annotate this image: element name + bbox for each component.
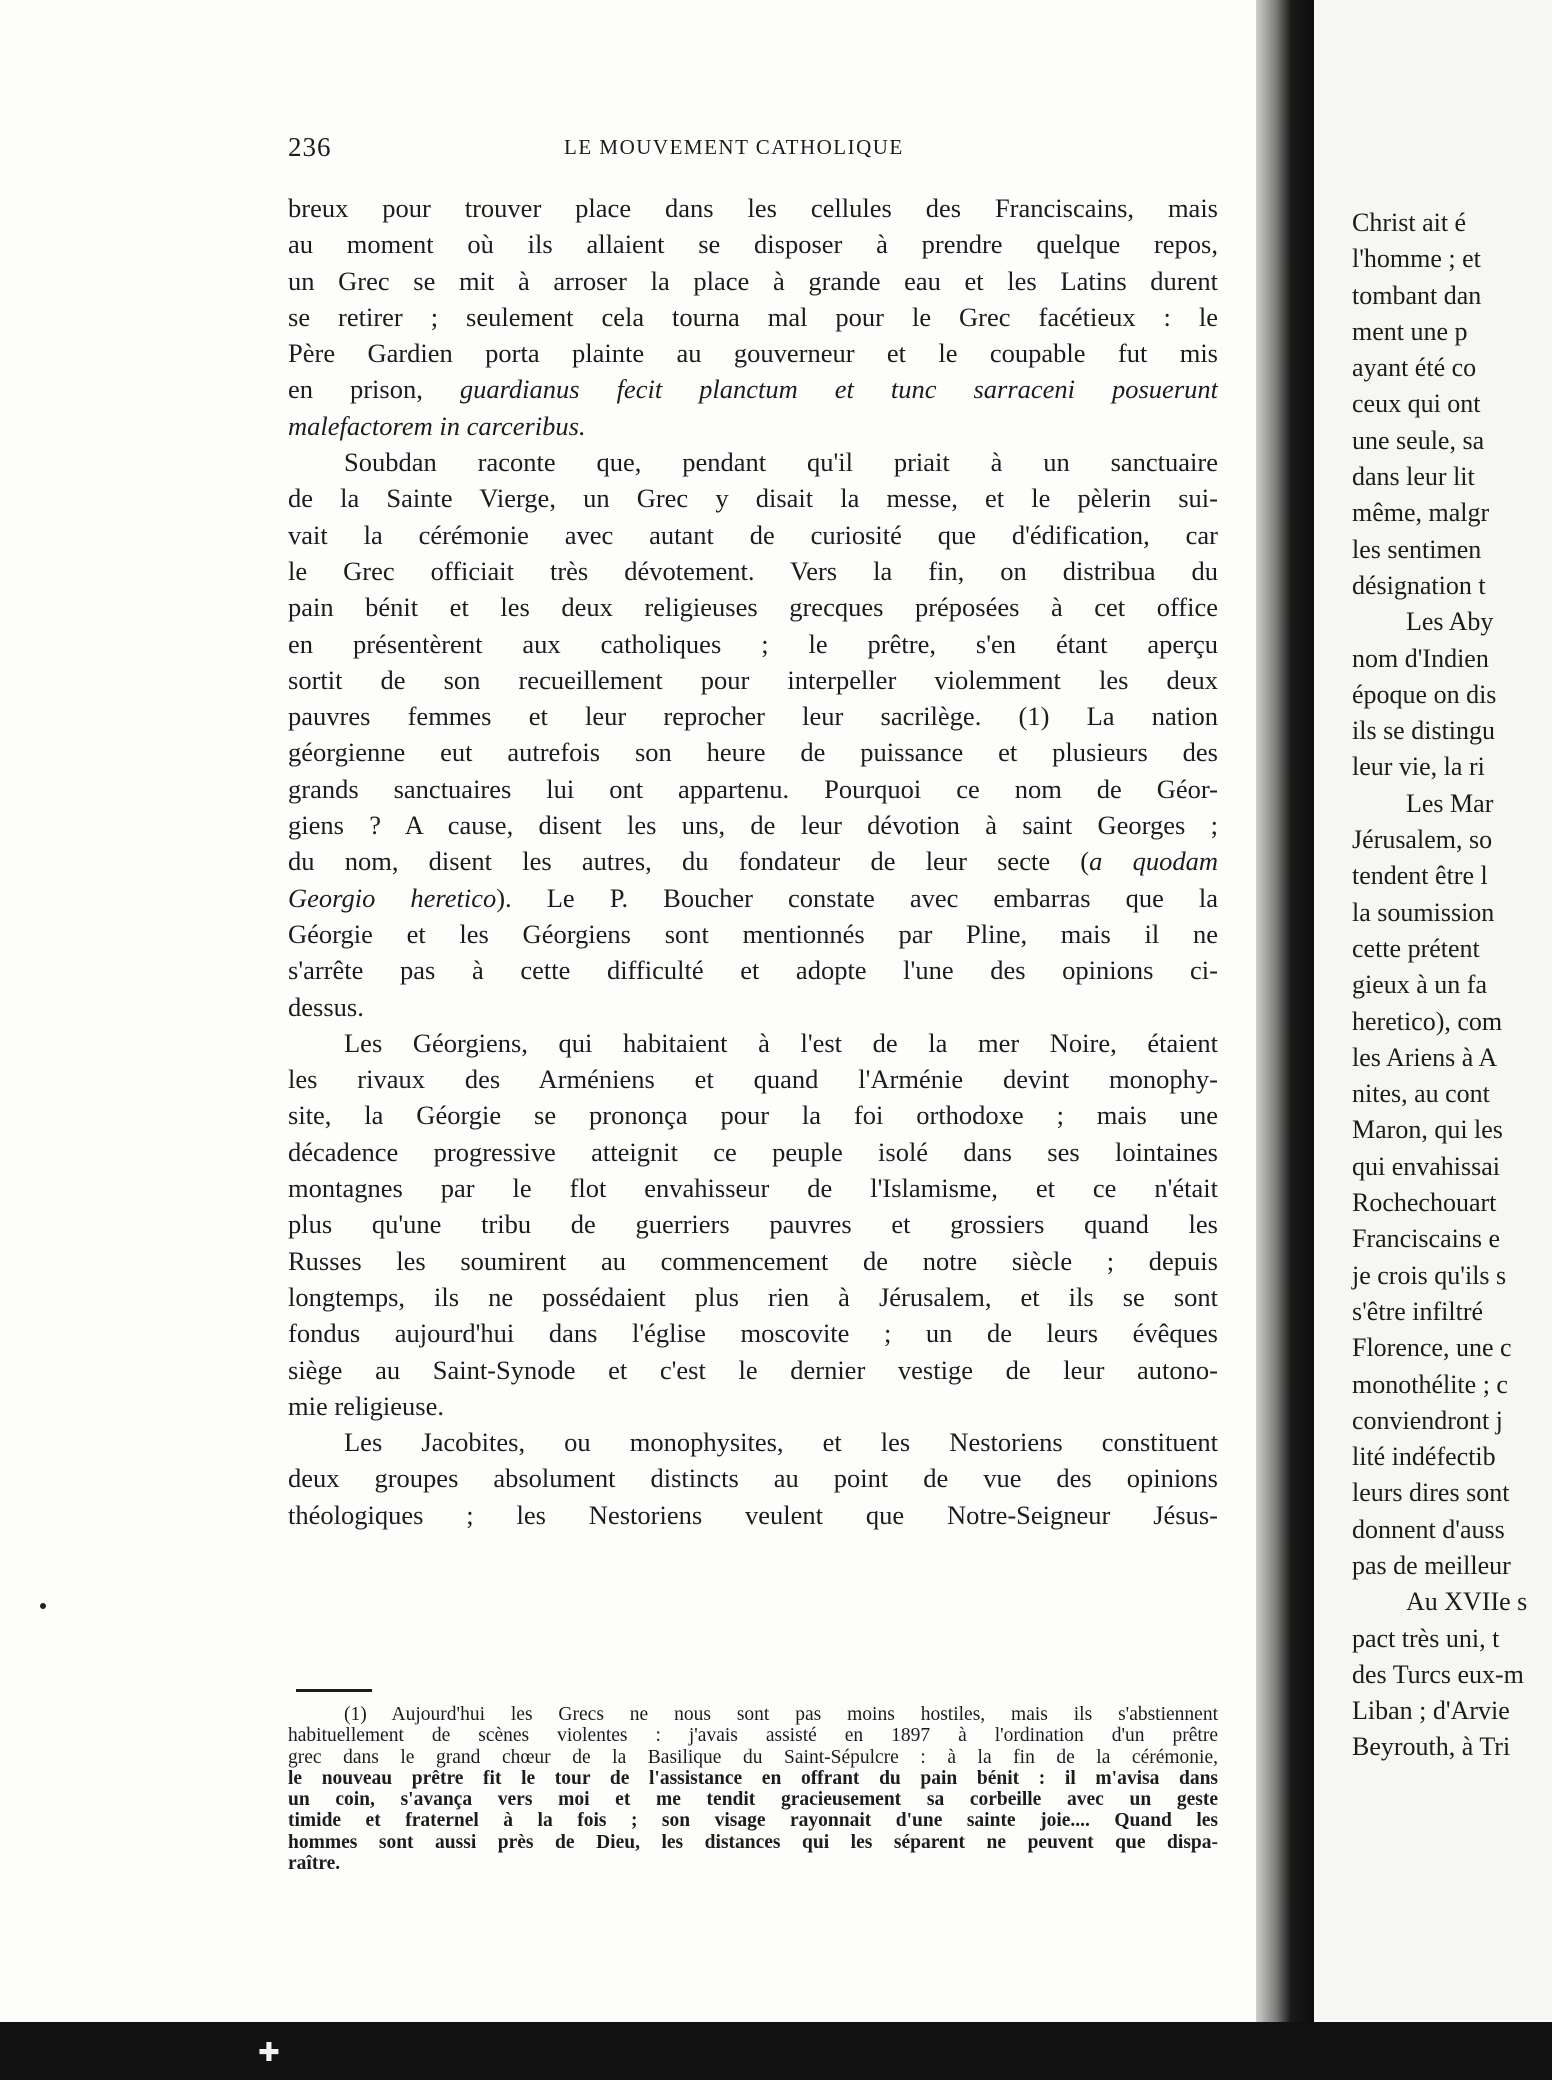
- facing-text-line: la soumission: [1352, 897, 1495, 927]
- facing-text-line: monothélite ; c: [1352, 1369, 1508, 1399]
- facing-text-line: Florence, une c: [1352, 1333, 1512, 1363]
- text-line: Georgio heretico). Le P. Boucher constate avec embarras que la: [288, 882, 1218, 913]
- margin-speck: [40, 1603, 46, 1609]
- facing-text-line: pas de meilleur: [1352, 1550, 1511, 1580]
- text-line: Les Jacobites, ou monophysites, et les Nestoriens constituent: [344, 1427, 1218, 1458]
- facing-text-line: qui envahissai: [1352, 1151, 1501, 1181]
- facing-text-line: gieux à un fa: [1352, 970, 1488, 1000]
- facing-text-line: s'être infiltré: [1352, 1296, 1484, 1326]
- text-line: un Grec se mit à arroser la place à grande eau et les Latins durent: [288, 265, 1218, 296]
- facing-text-line: nom d'Indien: [1352, 643, 1489, 673]
- facing-text-line: Rochechouart: [1352, 1188, 1497, 1218]
- text-line: Les Géorgiens, qui habitaient à l'est de la mer Noire, étaient: [344, 1027, 1218, 1058]
- text-line: site, la Géorgie se prononça pour la foi orthodoxe ; mais une: [288, 1100, 1218, 1131]
- text-line: giens ? A cause, disent les uns, de leur dévotion à saint Georges ;: [288, 810, 1218, 841]
- text-line: se retirer ; seulement cela tourna mal pour le Grec facétieux : le: [288, 301, 1218, 332]
- facing-text-line: nites, au cont: [1352, 1079, 1490, 1109]
- footnote-rule: [296, 1689, 372, 1692]
- text-line: s'arrête pas à cette difficulté et adopte l'une des opinions ci-: [288, 955, 1218, 986]
- facing-page-text: [1352, 205, 1552, 1766]
- facing-text-line: Beyrouth, à Tri: [1352, 1732, 1511, 1762]
- text-line: dessus.: [288, 991, 364, 1022]
- facing-text-line: tombant dan: [1352, 280, 1482, 310]
- facing-text-line: tendent être l: [1352, 861, 1488, 891]
- text-line: deux groupes absolument distincts au point de vue des opinions: [288, 1463, 1218, 1494]
- facing-text-line: l'homme ; et: [1352, 244, 1481, 274]
- facing-text-line: pact très uni, t: [1352, 1623, 1500, 1653]
- text-line: plus qu'une tribu de guerriers pauvres et grossiers quand les: [288, 1209, 1218, 1240]
- text-line: Russes les soumirent au commencement de notre siècle ; depuis: [288, 1245, 1218, 1276]
- footnote-line: le nouveau prêtre fit le tour de l'assistance en offrant du pain bénit : il m'avisa dans: [288, 1767, 1218, 1789]
- facing-text-line: Les Mar: [1406, 788, 1494, 818]
- text-line: pain bénit et les deux religieuses grecques préposées à cet office: [288, 592, 1218, 623]
- facing-text-line: même, malgr: [1352, 498, 1490, 528]
- text-line: Géorgie et les Géorgiens sont mentionnés par Pline, mais il ne: [288, 918, 1218, 949]
- facing-text-line: leurs dires sont: [1352, 1478, 1510, 1508]
- text-line: vait la cérémonie avec autant de curiosité que d'édification, car: [288, 519, 1218, 550]
- scan-mark-icon: ✚: [258, 2038, 280, 2068]
- facing-text-line: heretico), com: [1352, 1006, 1503, 1036]
- body-text: [288, 190, 1218, 1533]
- facing-text-line: Les Aby: [1406, 607, 1494, 637]
- facing-text-line: les Ariens à A: [1352, 1042, 1498, 1072]
- facing-text-line: Maron, qui les: [1352, 1115, 1503, 1145]
- text-line: montagnes par le flot envahisseur de l'Islamisme, et ce n'était: [288, 1173, 1218, 1204]
- text-line: pauvres femmes et leur reprocher leur sacrilège. (1) La nation: [288, 701, 1218, 732]
- facing-text-line: Au XVIIe s: [1406, 1587, 1528, 1617]
- facing-text-line: je crois qu'ils s: [1352, 1260, 1507, 1290]
- facing-text-line: ment une p: [1352, 316, 1468, 346]
- facing-text-line: Franciscains e: [1352, 1224, 1501, 1254]
- text-line: au moment où ils allaient se disposer à prendre quelque repos,: [288, 229, 1218, 260]
- facing-text-line: ils se distingu: [1352, 716, 1496, 746]
- text-line: mie religieuse.: [288, 1390, 444, 1421]
- text-line: théologiques ; les Nestoriens veulent que Notre-Seigneur Jésus-: [288, 1499, 1218, 1530]
- facing-text-line: cette prétent: [1352, 933, 1480, 963]
- facing-text-line: désignation t: [1352, 570, 1486, 600]
- text-line: du nom, disent les autres, du fondateur de leur secte (a quodam: [288, 846, 1218, 877]
- footnote-line: habituellement de scènes violentes : j'avais assisté en 1897 à l'ordination d'un prêtre: [288, 1725, 1218, 1747]
- footnote-line: hommes sont aussi près de Dieu, les distances qui les séparent ne peuvent que dispa-: [288, 1831, 1218, 1853]
- text-line: le Grec officiait très dévotement. Vers la fin, on distribua du: [288, 555, 1218, 586]
- footnote-line: grec dans le grand chœur de la Basilique du Saint-Sépulcre : à la fin de la cérémonie,: [288, 1746, 1218, 1768]
- footnote: [288, 1704, 1218, 1874]
- facing-text-line: donnent d'auss: [1352, 1514, 1505, 1544]
- scan-bottom-edge: [0, 2022, 1552, 2080]
- footnote-line: (1) Aujourd'hui les Grecs ne nous sont pas moins hostiles, mais ils s'abstiennent: [344, 1704, 1218, 1725]
- facing-text-line: les sentimen: [1352, 534, 1482, 564]
- text-line: en prison, guardianus fecit planctum et tunc sarraceni posuerunt: [288, 374, 1218, 405]
- page-number: 236: [288, 132, 332, 162]
- facing-text-line: lité indéfectib: [1352, 1442, 1496, 1472]
- footnote-line: timide et fraternel à la fois ; son visage rayonnait d'une sainte joie.... Quand les: [288, 1810, 1218, 1832]
- text-line: en présentèrent aux catholiques ; le prêtre, s'en étant aperçu: [288, 628, 1218, 659]
- facing-text-line: une seule, sa: [1352, 425, 1485, 455]
- facing-text-line: ayant été co: [1352, 353, 1477, 383]
- footnote-line: un coin, s'avança vers moi et me tendit gracieusement sa corbeille avec un geste: [288, 1789, 1218, 1811]
- text-line: malefactorem in carceribus.: [288, 410, 586, 441]
- facing-text-line: ceux qui ont: [1352, 389, 1481, 419]
- running-title: LE MOUVEMENT CATHOLIQUE: [564, 135, 904, 159]
- footnote-line: raître.: [288, 1853, 341, 1875]
- text-line: grands sanctuaires lui ont appartenu. Pourquoi ce nom de Géor-: [288, 773, 1218, 804]
- text-line: fondus aujourd'hui dans l'église moscovite ; un de leurs évêques: [288, 1318, 1218, 1349]
- text-line: longtemps, ils ne possédaient plus rien à Jérusalem, et ils se sont: [288, 1281, 1218, 1312]
- facing-text-line: Liban ; d'Arvie: [1352, 1696, 1510, 1726]
- facing-text-line: Christ ait é: [1352, 208, 1467, 237]
- facing-text-line: Jérusalem, so: [1352, 825, 1493, 855]
- text-line: décadence progressive atteignit ce peuple isolé dans ses lointaines: [288, 1136, 1218, 1167]
- facing-text-line: conviendront j: [1352, 1405, 1503, 1435]
- text-line: sortit de son recueillement pour interpeller violemment les deux: [288, 664, 1218, 695]
- facing-text-line: leur vie, la ri: [1352, 752, 1485, 782]
- facing-text-line: époque on dis: [1352, 679, 1497, 709]
- book-gutter: [1256, 0, 1314, 2080]
- text-line: breux pour trouver place dans les cellules des Franciscains, mais: [288, 193, 1218, 223]
- text-line: de la Sainte Vierge, un Grec y disait la messe, et le pèlerin sui-: [288, 483, 1218, 514]
- text-line: Père Gardien porta plainte au gouverneur et le coupable fut mis: [288, 338, 1218, 369]
- text-line: Soubdan raconte que, pendant qu'il priait à un sanctuaire: [344, 447, 1218, 478]
- text-line: géorgienne eut autrefois son heure de puissance et plusieurs des: [288, 737, 1218, 768]
- facing-text-line: dans leur lit: [1352, 462, 1475, 492]
- facing-text-line: des Turcs eux-m: [1352, 1659, 1524, 1689]
- page-header: [288, 132, 1218, 168]
- text-line: siège au Saint-Synode et c'est le dernier vestige de leur autono-: [288, 1354, 1218, 1385]
- text-line: les rivaux des Arméniens et quand l'Arménie devint monophy-: [288, 1064, 1218, 1095]
